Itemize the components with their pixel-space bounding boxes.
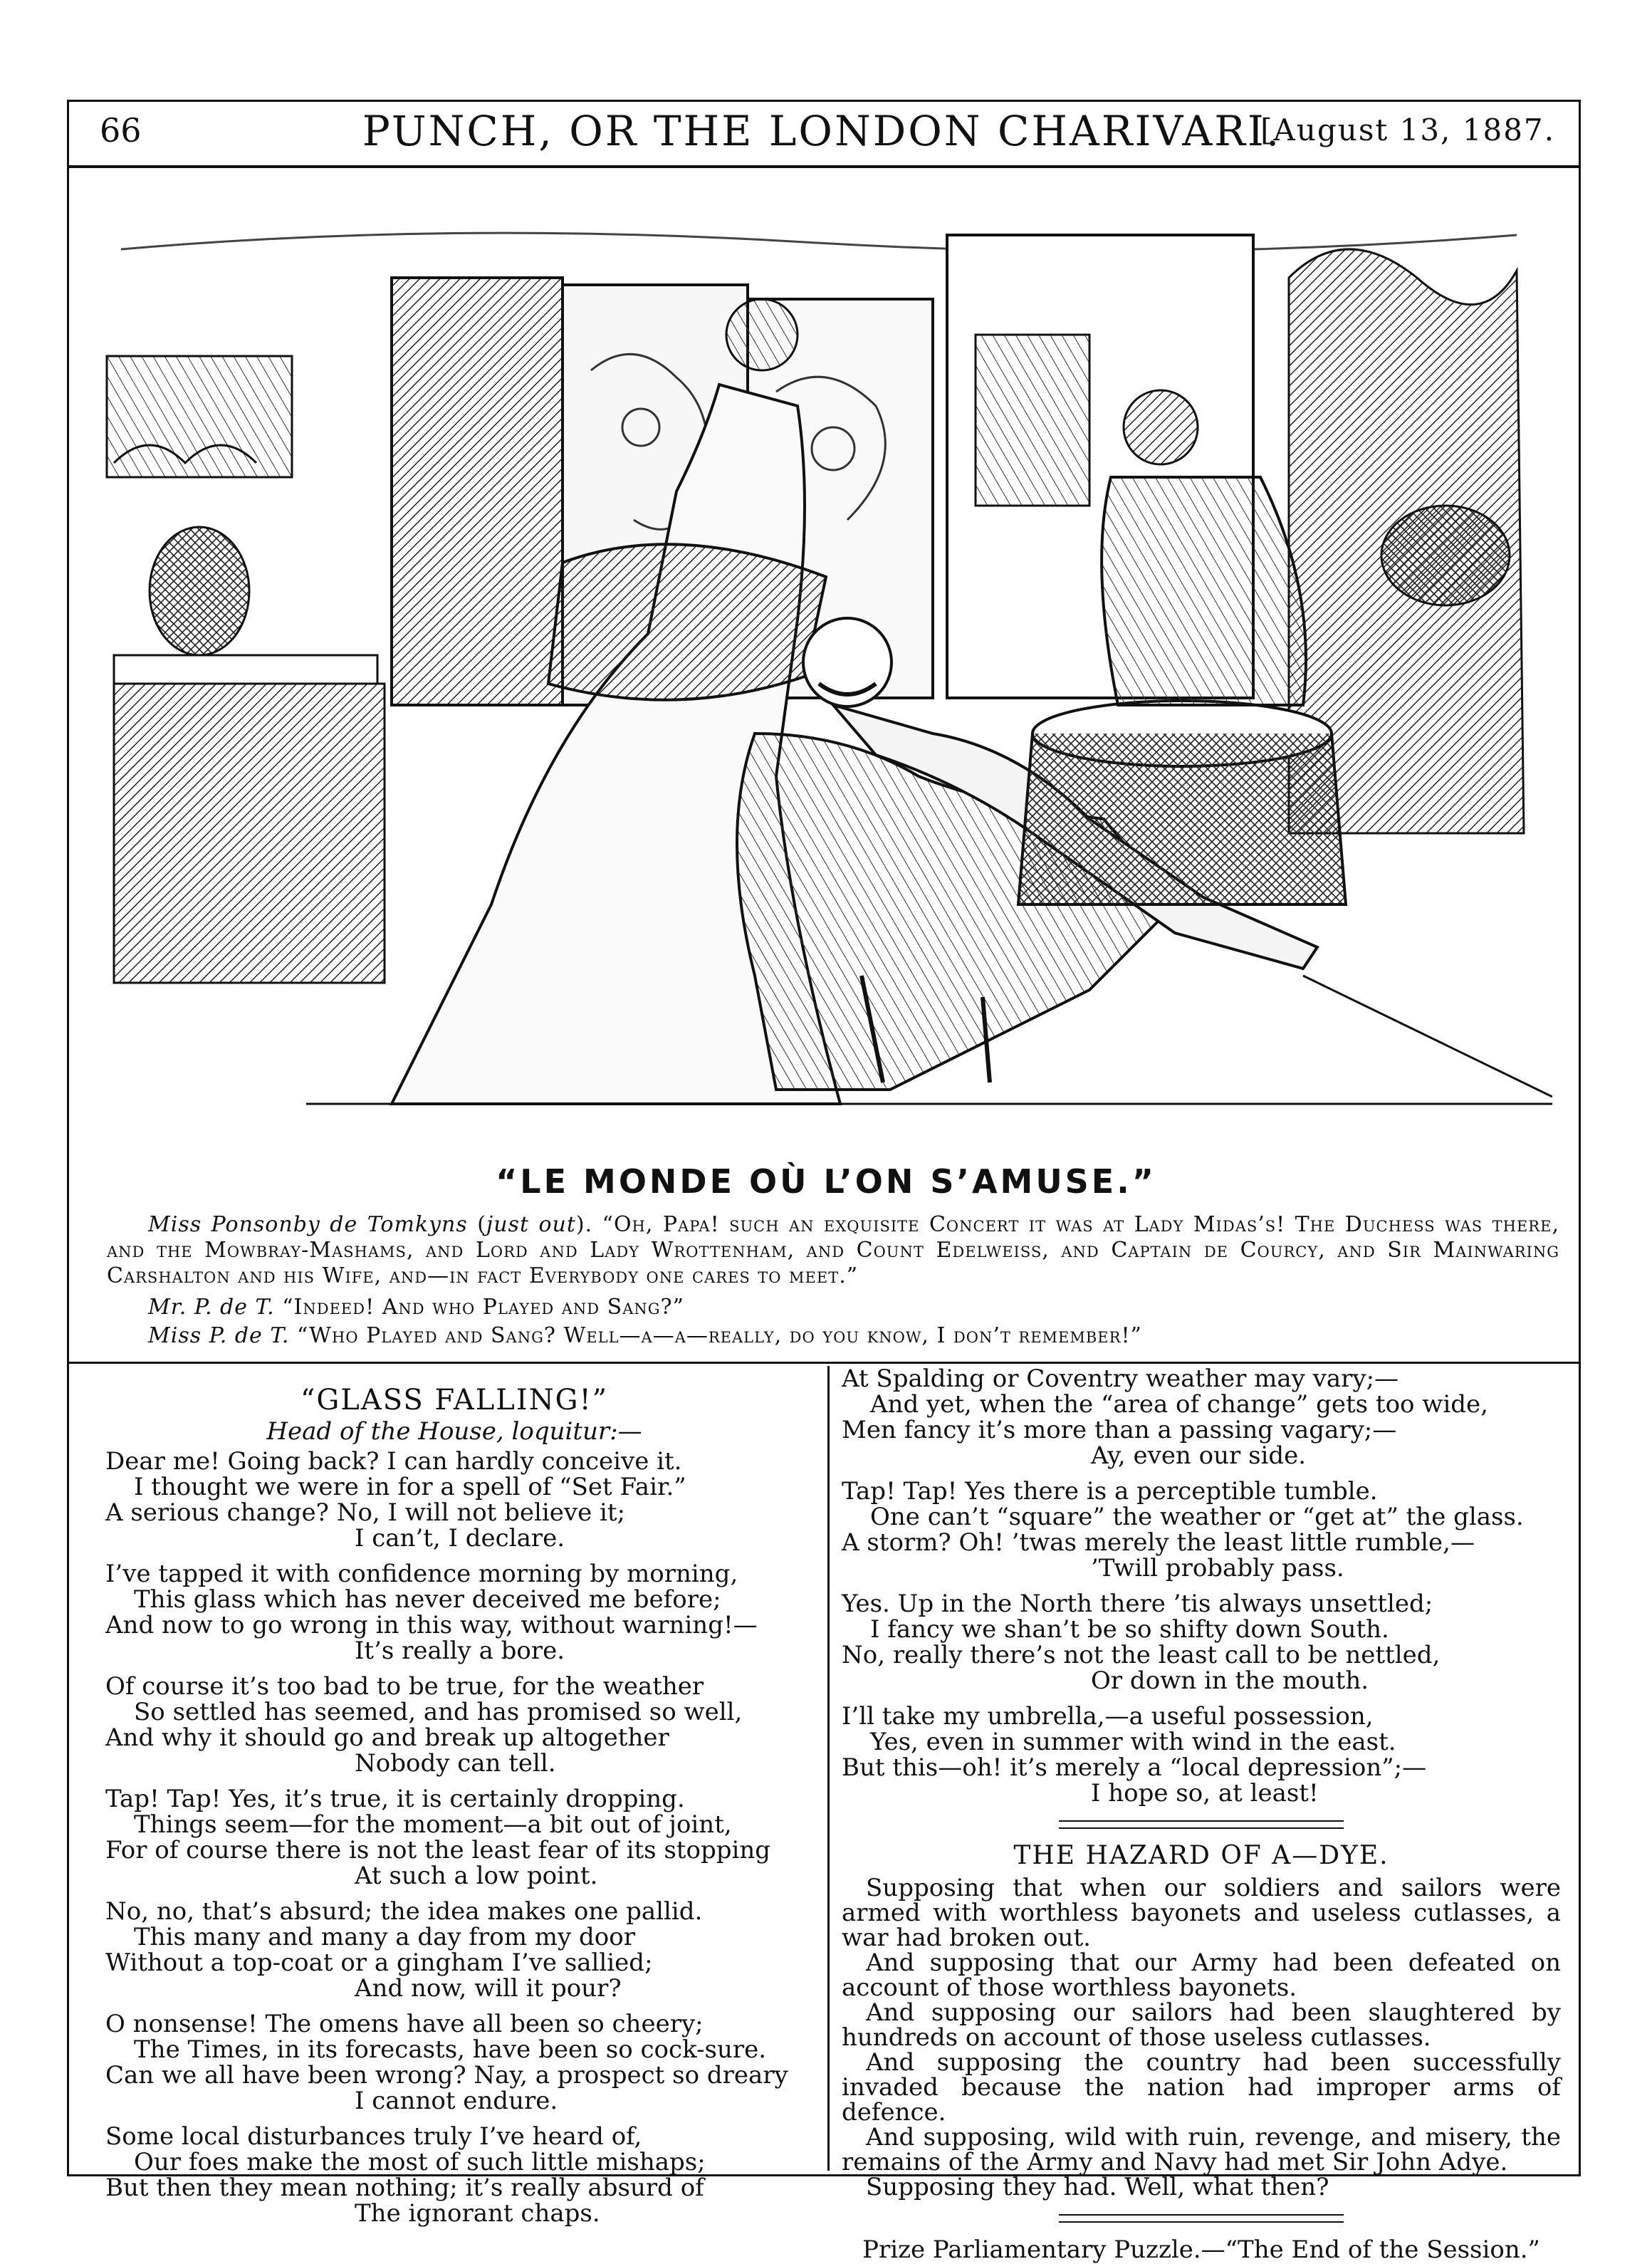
- poem-line: And now to go wrong in this way, without warning!—: [105, 1611, 758, 1639]
- poem-line: At Spalding or Coventry weather may vary;—: [842, 1365, 1399, 1393]
- poem-line: O nonsense! The omens have all been so cheery;: [105, 2010, 704, 2038]
- poem-line: I cannot endure.: [355, 2087, 558, 2115]
- double-rule: [1059, 2214, 1344, 2223]
- poem-line: Things seem—for the moment—a bit out of joint,: [134, 1810, 732, 1839]
- poem-stanza: [842, 1366, 1561, 1469]
- article-paragraph: And supposing, wild with ruin, revenge, and misery, the remains of the Army and Navy had met Sir John Adye.: [842, 2123, 1561, 2176]
- poem-line: The Times, in its forecasts, have been so cock-sure.: [134, 2035, 767, 2064]
- poem-line: No, no, that’s absurd; the idea makes one pallid.: [105, 1897, 703, 1926]
- poem-line: I can’t, I declare.: [355, 1524, 565, 1553]
- page-header: [67, 107, 1577, 164]
- poem-line: Or down in the mouth.: [1091, 1666, 1369, 1695]
- poem-line: And why it should go and break up altogether: [105, 1723, 669, 1752]
- cartoon-caption-1: Miss Ponsonby de Tomkyns (just out). “Oh, Papa! such an exquisite Concert it was at Lady Midas’s! The Duchess was there, and the Mowbray-Mashams, and Lord and Lady Wrottenham, and Count Edelweiss, and Captain de Courcy, and Sir Mainwaring Carshalton and his Wife, and—in fact Everybody one cares to meet.”: [107, 1212, 1559, 1288]
- poem-line: Yes. Up in the North there ’tis always unsettled;: [842, 1590, 1433, 1618]
- poem-stanza: [105, 1674, 803, 1776]
- cartoon-illustration: [93, 192, 1552, 1132]
- poem-line: I hope so, at least!: [1091, 1779, 1319, 1807]
- poem-subtitle: Head of the House, loquitur:—: [266, 1417, 642, 1446]
- speaker-name: Mr. P. de T.: [148, 1295, 275, 1320]
- poem-line: Ay, even our side.: [1091, 1441, 1307, 1470]
- poem-line: Men fancy it’s more than a passing vagary;—: [842, 1416, 1397, 1444]
- poem-line: And now, will it pour?: [355, 1974, 622, 2003]
- poem-line: Dear me! Going back? I can hardly conceive it.: [105, 1447, 682, 1476]
- speaker-name: Miss P. de T.: [148, 1323, 290, 1348]
- article-paragraph: Supposing that when our soldiers and sailors were armed with worthless bayonets and useless cutlasses, a war had broken out.: [842, 1874, 1561, 1952]
- issue-date: [August 13, 1887.: [1260, 113, 1555, 147]
- article-title: THE HAZARD OF A—DYE.: [1013, 1841, 1389, 1870]
- poem-line: One can’t “square” the weather or “get at” the glass.: [870, 1503, 1524, 1531]
- poem-line: This many and many a day from my door: [134, 1923, 635, 1951]
- poem-line: A storm? Oh! ’twas merely the least little rumble,—: [842, 1528, 1475, 1557]
- poem-line: Of course it’s too bad to be true, for the weather: [105, 1672, 704, 1701]
- prize-puzzle: Prize Parliamentary Puzzle.—“The End of the Session.”: [862, 2236, 1540, 2264]
- poem-line: The ignorant chaps.: [355, 2199, 600, 2228]
- poem-line: I thought we were in for a spell of “Set Fair.”: [134, 1473, 686, 1501]
- poem-line: This glass which has never deceived me before;: [134, 1585, 721, 1614]
- poem-line: So settled has seemed, and has promised so well,: [134, 1698, 743, 1726]
- poem-line: But then they mean nothing; it’s really absurd of: [105, 2174, 704, 2202]
- poem-stanza: [842, 1478, 1561, 1581]
- cartoon-caption-2: [107, 1295, 1559, 1320]
- section-rule: [67, 1362, 1581, 1364]
- article-body: [842, 1876, 1561, 2200]
- poem-stanza: [842, 1704, 1561, 1806]
- poem-line: At such a low point.: [355, 1862, 598, 1890]
- poem-line: I fancy we shan’t be so shifty down South.: [870, 1615, 1389, 1644]
- column-rule: [827, 1366, 830, 2171]
- caption-line: “Oh, Papa! such an exquisite Concert it was at Lady Midas’s! The Duchess was there, and the Mowbray-Mashams, and Lord and Lady Wrottenham, and Count Edelweiss, and Captain de Courcy, and Sir Mainwaring Carshalton and his Wife, and—in fact Everybody one cares to meet.”: [107, 1212, 1559, 1288]
- caption-line: “Indeed! And who Played and Sang?”: [282, 1295, 684, 1320]
- header-rule: [67, 165, 1581, 168]
- poem-line: Some local disturbances truly I’ve heard of,: [105, 2122, 642, 2151]
- article-paragraph: And supposing the country had been successfully invaded because the nation had improper arms of defence.: [842, 2048, 1561, 2127]
- article-paragraph: Supposing they had. Well, what then?: [866, 2173, 1329, 2201]
- poem-line: For of course there is not the least fear of its stopping: [105, 1836, 771, 1864]
- right-column: [842, 1366, 1561, 2263]
- poem-line: No, really there’s not the least call to be nettled,: [842, 1641, 1441, 1669]
- poem-line: Tap! Tap! Yes, it’s true, it is certainly dropping.: [105, 1785, 685, 1813]
- poem-line: I’ll take my umbrella,—a useful possession,: [842, 1702, 1374, 1731]
- poem-stanza: [105, 1561, 803, 1664]
- poem-line: ’Twill probably pass.: [1091, 1554, 1344, 1582]
- poem-line: And yet, when the “area of change” gets too wide,: [870, 1390, 1488, 1419]
- poem-line: But this—oh! it’s merely a “local depression”;—: [842, 1753, 1427, 1782]
- poem-stanza: [105, 2011, 803, 2114]
- speaker-name: Miss Ponsonby de Tomkyns: [148, 1212, 468, 1237]
- article-paragraph: And supposing our sailors had been slaughtered by hundreds on account of those useless cutlasses.: [842, 1998, 1561, 2052]
- cartoon-title: “LE MONDE OÙ L’ON S’AMUSE.”: [496, 1162, 1156, 1201]
- poem-line: Nobody can tell.: [355, 1749, 556, 1778]
- poem-line: Without a top-coat or a gingham I’ve sallied;: [105, 1949, 653, 1977]
- article-paragraph: And supposing that our Army had been defeated on account of those worthless bayonets.: [842, 1949, 1561, 2002]
- poem-line: A serious change? No, I will not believe it;: [105, 1498, 626, 1527]
- speaker-note: just out: [486, 1212, 576, 1237]
- poem-line: Tap! Tap! Yes there is a perceptible tumble.: [842, 1477, 1378, 1506]
- page-number: 66: [100, 111, 142, 150]
- poem-column-left: [105, 1384, 803, 2236]
- poem-line: Can we all have been wrong? Nay, a prospect so dreary: [105, 2061, 788, 2090]
- poem-stanza: [105, 2124, 803, 2226]
- poem-line: Our foes make the most of such little mishaps;: [134, 2148, 706, 2176]
- poem-line: I’ve tapped it with confidence morning by morning,: [105, 1560, 738, 1588]
- poem-stanza: [842, 1591, 1561, 1694]
- poem-stanza: [105, 1899, 803, 2001]
- poem-title: “GLASS FALLING!”: [300, 1384, 609, 1417]
- poem-line: It’s really a bore.: [355, 1637, 565, 1665]
- poem-stanza: [105, 1786, 803, 1889]
- publication-title: PUNCH, OR THE LONDON CHARIVARI.: [362, 107, 1282, 155]
- caption-line: “Who Played and Sang? Well—a—a—really, do you know, I don’t remember!”: [297, 1323, 1142, 1348]
- cartoon-caption-3: [107, 1323, 1559, 1349]
- double-rule: [1059, 1820, 1344, 1829]
- poem-stanza: [105, 1449, 803, 1551]
- poem-line: Yes, even in summer with wind in the east.: [870, 1728, 1396, 1756]
